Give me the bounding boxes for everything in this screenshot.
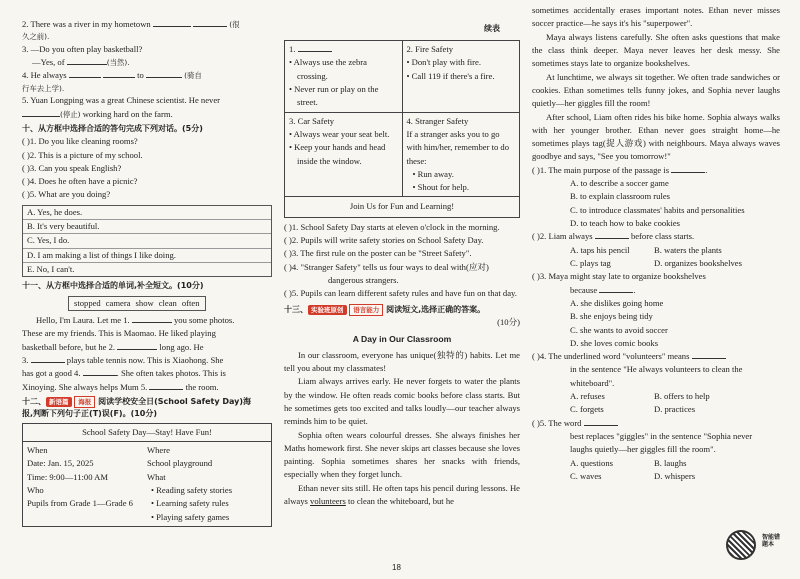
answer-blank[interactable]: [692, 350, 726, 359]
mc-option[interactable]: D. organizes bookshelves: [654, 257, 742, 268]
answer-blank[interactable]: [671, 164, 705, 173]
dialog-option: A. Yes, he does.: [23, 206, 271, 220]
word-bank: [68, 296, 206, 311]
mc-question-3: ( )3. Maya might stay late to organize bookshelves because . A. she dislikes going home B. she enjoys being tidy C. she wants to avoid soccer D. she loves comic books: [532, 270, 780, 350]
answer-blank[interactable]: [298, 43, 332, 52]
mc-option[interactable]: B. she enjoys being tidy: [570, 311, 653, 322]
story-paragraph: In our classroom, everyone has unique(独特的) habits. Let me tell you about my classmates!: [284, 349, 520, 373]
answer-blank[interactable]: [595, 230, 629, 239]
mc-question-4: ( )4. The underlined word "volunteers" means in the sentence "He always volunteers to clean the whiteboard". A. refuses B. offers to help C. forgets D. practices: [532, 350, 780, 417]
word-bank-item: show: [135, 297, 154, 308]
section-10-options-box: [22, 205, 272, 278]
mc-question-2: ( )2. Liam always before class starts. A. taps his pencil B. waters the plants C. plays tag D. organizes bookshelves: [532, 230, 780, 270]
mc-option[interactable]: C. plays tag: [570, 257, 611, 268]
story-paragraph: Sophia often wears colourful dresses. She always finishes her Maths homework first. She never skips art classes because she loves painting. Sophia sometimes shares her snacks with friends, especially when they forget lunch.: [284, 429, 520, 480]
answer-blank[interactable]: [67, 56, 107, 65]
mc-option[interactable]: B. to explain classroom rules: [570, 191, 671, 202]
mc-option[interactable]: A. questions: [570, 457, 613, 468]
answer-blank[interactable]: [599, 284, 633, 293]
dialog-question: ( )2. This is a picture of my school.: [22, 149, 143, 160]
dialog-question: ( )3. Can you speak English?: [22, 162, 122, 173]
q2-line: 2. There was a river in my hometown (很: [22, 19, 240, 29]
dialog-option: B. It's very beautiful.: [23, 220, 271, 234]
answer-blank[interactable]: [22, 108, 60, 117]
section-10-title: 十、从方框中选择合适的答句完成下列对话。(5分): [22, 123, 203, 133]
true-false-questions: [284, 221, 520, 301]
rule-cell-1: 1. • Always use the zebra crossing. • Never run or play on the street.: [285, 41, 403, 113]
section-11-title: 十一、从方框中选择合适的单词,补全短文。(10分): [22, 281, 204, 291]
q4-line2: 行车去上学).: [22, 83, 65, 93]
answer-blank[interactable]: [117, 341, 157, 350]
tf-question: ( )2. Pupils will write safety stories on School Safety Day.: [284, 235, 484, 246]
story-paragraph: Liam always arrives early. He never forgets to water the plants by the window. He often reads comic books before class starts. But he sometimes gets too excited and talks loudly—our teacher always reminds him to be quiet.: [284, 376, 520, 427]
answer-blank[interactable]: [146, 69, 182, 78]
word-bank-item: stopped: [74, 297, 101, 308]
dialog-option: D. I am making a list of things I like doing.: [23, 249, 271, 263]
q4-line: 4. He always to (骑自: [22, 70, 202, 81]
story-paragraph: Maya always listens carefully. She often asks questions that make the class think deeper. Maya never leaves her desk messy. She sometimes stays late to organize bookshelves.: [532, 31, 780, 69]
story-paragraph: sometimes accidentally erases important notes. Ethan never misses soccer practice—he says it's his "superpower".: [532, 5, 780, 29]
continued-label: 续表: [484, 24, 500, 33]
cloze-passage: Hello, I'm Laura. Let me 1. you some photos. These are my friends. This is Maomao. He liked playing basketball before, but he 2. long ago. He 3. plays table tennis now. This is Xiaohong. She has got a good 4. . She often takes photos. This is Xinoying. She always helps Mum 5. the room.: [22, 315, 235, 392]
dialog-question: ( )4. Does he often have a picnic?: [22, 176, 138, 187]
mc-option[interactable]: A. she dislikes going home: [570, 297, 664, 308]
story-title: A Day in Our Classroom: [352, 334, 452, 345]
tag-language: 语言能力: [349, 304, 383, 316]
mc-option[interactable]: B. laughs: [654, 457, 687, 468]
answer-blank[interactable]: [153, 18, 191, 27]
q2-line2: 久之前).: [22, 32, 50, 42]
mc-question-1: ( )1. The main purpose of the passage is . A. to describe a soccer game B. to explain classroom rules C. to introduce classmates' habits and personalities D. to teach how to bake cookies: [532, 164, 780, 231]
q5-line-b: (停止) working hard on the farm.: [22, 108, 272, 121]
mc-option[interactable]: B. offers to help: [654, 391, 710, 402]
rule-cell-4: 4. Stranger Safety If a stranger asks you to go with him/her, remember to do these: • Run away. • Shout for help.: [402, 112, 520, 197]
q3-line: 3. —Do you often play basketball?: [22, 43, 143, 54]
tf-question: ( )1. School Safety Day starts at eleven o'clock in the morning.: [284, 221, 500, 232]
mc-option[interactable]: A. refuses: [570, 391, 605, 402]
word-bank-item: clean: [158, 297, 177, 308]
tf-question: ( )3. The first rule on the poster can be "Street Safety".: [284, 248, 472, 259]
rule-cell-3: 3. Car Safety • Always wear your seat belt. • Keep your hands and head inside the window.: [285, 112, 403, 197]
mc-option[interactable]: C. to introduce classmates' habits and personalities: [570, 204, 745, 215]
qr-label: 智能错题本: [762, 534, 781, 549]
section-12-title-line2: 报,判断下列句子正(T)误(F)。(10分): [22, 409, 158, 419]
poster-left: When Date: Jan. 15, 2025 Time: 9:00—11:00 AM Who Pupils from Grade 1—Grade 6: [27, 445, 133, 509]
left-column: [22, 18, 272, 527]
answer-blank[interactable]: [69, 69, 101, 78]
tag-new-passage: 新语篇: [46, 397, 72, 407]
middle-column: [284, 40, 520, 508]
section-12-title: 十二、 新语篇 海报 阅读学校安全日(School Safety Day)海: [22, 396, 272, 408]
answer-blank[interactable]: [584, 417, 618, 426]
answer-blank[interactable]: [132, 314, 172, 323]
story-paragraph: At lunchtime, we always sit together. We often trade sandwiches or cookies. Ethan sometimes tells funny jokes, and Sophia never laughs quietly—her giggles fill the room!: [532, 71, 780, 109]
story-paragraph: After school, Liam often rides his bike home. Sophia always walks with her younger brother. Ethan never goes straight home—he sometimes plays tag(捉人游戏) with neighbours. Maya always waves goodbye and says, "See you tomorrow!": [532, 111, 780, 162]
answer-blank[interactable]: [83, 367, 117, 376]
word-bank-item: often: [181, 297, 200, 308]
page-number: 18: [392, 563, 401, 572]
mc-option[interactable]: D. to teach how to bake cookies: [570, 218, 681, 228]
safety-rules-table: [284, 40, 520, 197]
tag-original: 实验班原创: [308, 305, 347, 315]
mc-option[interactable]: C. she wants to avoid soccer: [570, 324, 668, 335]
underlined-word: volunteers: [310, 496, 346, 507]
dialog-question: ( )1. Do you like cleaning rooms?: [22, 136, 138, 147]
mc-option[interactable]: D. she loves comic books: [570, 337, 659, 348]
right-column: [532, 4, 780, 483]
poster-footer: Join Us for Fun and Learning!: [284, 197, 520, 217]
mc-option[interactable]: C. waves: [570, 470, 602, 481]
safety-day-poster: [22, 423, 272, 527]
qr-code-icon[interactable]: [726, 530, 756, 560]
tag-poster: 海报: [74, 396, 95, 408]
dialog-option: E. No, I can't.: [27, 264, 75, 275]
mc-option[interactable]: A. to describe a soccer game: [570, 178, 669, 189]
story-paragraph: Ethan never sits still. He often taps his pencil during lessons. He always volunteers to clean the whiteboard, but he: [284, 482, 520, 507]
poster-right: Where School playground What • Reading safety stories • Learning safety rules • Playing safety games: [147, 445, 233, 522]
mc-option[interactable]: D. practices: [654, 404, 696, 415]
tf-question: ( )4. "Stranger Safety" tells us four ways to deal with(应对) dangerous strangers.: [284, 261, 489, 285]
answer-blank[interactable]: [193, 18, 227, 27]
word-bank-item: camera: [105, 297, 131, 308]
q5-line: 5. Yuan Longping was a great Chinese scientist. He never: [22, 95, 220, 106]
rule-cell-2: 2. Fire Safety • Don't play with fire. • Call 119 if there's a fire.: [402, 41, 520, 113]
mc-option[interactable]: A. taps his pencil: [570, 244, 630, 255]
answer-blank[interactable]: [149, 381, 183, 390]
mc-question-5: ( )5. The word best replaces "giggles" in the sentence "Sophia never laughs quietly—her giggles fill the room". A. questions B. laughs C. waves D. whispers: [532, 417, 780, 484]
section-13-points: (10分): [497, 317, 520, 328]
mc-option[interactable]: B. waters the plants: [654, 244, 722, 255]
answer-blank[interactable]: [31, 354, 65, 363]
section-10-questions: [22, 135, 272, 202]
tf-question: ( )5. Pupils can learn different safety rules and have fun on that day.: [284, 288, 517, 299]
dialog-option: C. Yes, I do.: [23, 234, 271, 248]
mc-option[interactable]: C. forgets: [570, 404, 604, 415]
answer-blank[interactable]: [103, 69, 135, 78]
q3-line-b: —Yes, of (当然).: [32, 57, 130, 68]
dialog-question: ( )5. What are you doing?: [22, 189, 111, 200]
poster-title: School Safety Day—Stay! Have Fun!: [23, 424, 271, 442]
section-13-title: 十三、 实验班原创 语言能力 阅读短文,选择正确的答案。: [284, 304, 520, 316]
mc-option[interactable]: D. whispers: [654, 470, 696, 481]
